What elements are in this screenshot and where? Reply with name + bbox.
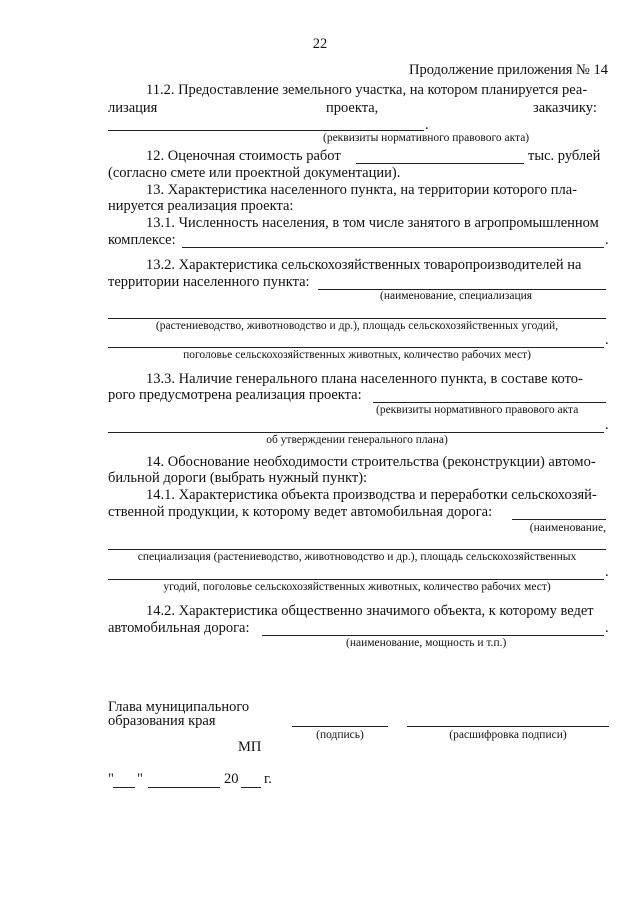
date-quote-open: " — [108, 771, 114, 787]
item-14-1-caption-1: (наименование, — [529, 522, 606, 534]
date-year-line[interactable] — [241, 787, 261, 788]
item-14-2-lead: автомобильная дорога: — [108, 620, 250, 636]
item-11-2-word3: заказчику: — [533, 100, 597, 116]
item-13-1-line1: 13.1. Численность населения, в том числе занятого в агропромышленном — [146, 215, 599, 231]
item-13-2-lead: территории населенного пункта: — [108, 274, 310, 290]
item-12-line2: (согласно смете или проектной документации). — [108, 165, 401, 181]
date-year-suffix: г. — [264, 771, 272, 787]
item-13-line1: 13. Характеристика населенного пункта, на территории которого пла- — [146, 182, 577, 198]
item-14-1-caption-3: угодий, поголовье сельскохозяйственных животных, количество рабочих мест) — [163, 581, 551, 593]
appendix-note: Продолжение приложения № 14 — [409, 62, 608, 78]
item-13-2-caption-3: поголовье сельскохозяйственных животных, количество рабочих мест) — [183, 349, 531, 361]
item-14-1-lead: ственной продукции, к которому ведет автомобильная дорога: — [108, 504, 493, 520]
item-14-line2: бильной дороги (выбрать нужный пункт): — [108, 470, 368, 486]
item-13-2-fill-line-3[interactable] — [108, 347, 604, 348]
item-13-3-line1: 13.3. Наличие генерального плана населенного пункта, в составе кото- — [146, 371, 583, 387]
date-quote-close: " — [137, 771, 143, 787]
signature-decode-caption: (расшифровка подписи) — [449, 729, 567, 741]
item-11-2-word1: лизация — [108, 100, 158, 116]
stamp-placeholder: МП — [238, 739, 262, 755]
item-11-2-end: . — [425, 117, 429, 133]
item-14-2-line1: 14.2. Характеристика общественно значимого объекта, к которому ведет — [146, 603, 594, 619]
item-14-2-caption: (наименование, мощность и т.п.) — [346, 637, 507, 649]
item-13-3-fill-line-1[interactable] — [373, 402, 606, 403]
item-14-1-fill-line-1[interactable] — [512, 519, 606, 520]
page-number: 22 — [312, 36, 328, 52]
signature-sign-line[interactable] — [292, 726, 388, 727]
item-14-2-end: . — [605, 620, 609, 636]
item-13-1-end: . — [605, 232, 609, 248]
item-14-1-caption-2: специализация (растениеводство, животноводство и др.), площадь сельскохозяйственных — [137, 551, 577, 563]
date-year-prefix: 20 — [224, 771, 239, 787]
item-12-lead: 12. Оценочная стоимость работ — [146, 148, 341, 164]
item-14-1-end: . — [605, 564, 609, 580]
item-13-1-lead: комплексе: — [108, 232, 176, 248]
item-13-3-fill-line-2[interactable] — [108, 432, 604, 433]
item-11-2-line1: 11.2. Предоставление земельного участка, на котором планируется реа- — [146, 82, 588, 98]
item-13-3-lead: рого предусмотрена реализация проекта: — [108, 387, 362, 403]
item-14-1-fill-line-2[interactable] — [108, 549, 606, 550]
item-11-2-caption: (реквизиты нормативного правового акта) — [323, 132, 530, 144]
date-month-line[interactable] — [148, 787, 220, 788]
signature-title-line2: образования края — [108, 713, 216, 729]
item-14-1-line1: 14.1. Характеристика объекта производства и переработки сельскохозяй- — [146, 487, 597, 503]
item-13-2-line1: 13.2. Характеристика сельскохозяйственных товаропроизводителей на — [146, 257, 582, 273]
item-11-2-fill-line[interactable] — [108, 130, 424, 131]
signature-decode-line[interactable] — [407, 726, 609, 727]
item-12-cost-line[interactable] — [356, 163, 524, 164]
item-13-2-caption-2: (растениеводство, животноводство и др.), площадь сельскохозяйственных угодий, — [155, 320, 559, 332]
item-14-1-fill-line-3[interactable] — [108, 579, 604, 580]
date-day-line[interactable] — [113, 787, 135, 788]
item-13-3-caption-1: (реквизиты нормативного правового акта — [376, 404, 579, 416]
item-14-line1: 14. Обоснование необходимости строительства (реконструкции) автомо- — [146, 454, 596, 470]
item-13-1-fill-line[interactable] — [182, 247, 604, 248]
signature-sign-caption: (подпись) — [316, 729, 364, 741]
item-13-line2: нируется реализация проекта: — [108, 198, 294, 214]
signature-title-line1: Глава муниципального — [108, 699, 250, 715]
item-14-2-fill-line[interactable] — [262, 635, 604, 636]
item-13-3-caption-2: об утверждении генерального плана) — [266, 434, 448, 446]
item-13-2-fill-line-2[interactable] — [108, 318, 606, 319]
item-11-2-word2: проекта, — [326, 100, 379, 116]
item-13-2-caption-1: (наименование, специализация — [380, 290, 533, 302]
item-13-3-end: . — [605, 417, 609, 433]
item-12-unit: тыс. рублей — [528, 148, 601, 164]
item-13-2-end: . — [605, 332, 609, 348]
